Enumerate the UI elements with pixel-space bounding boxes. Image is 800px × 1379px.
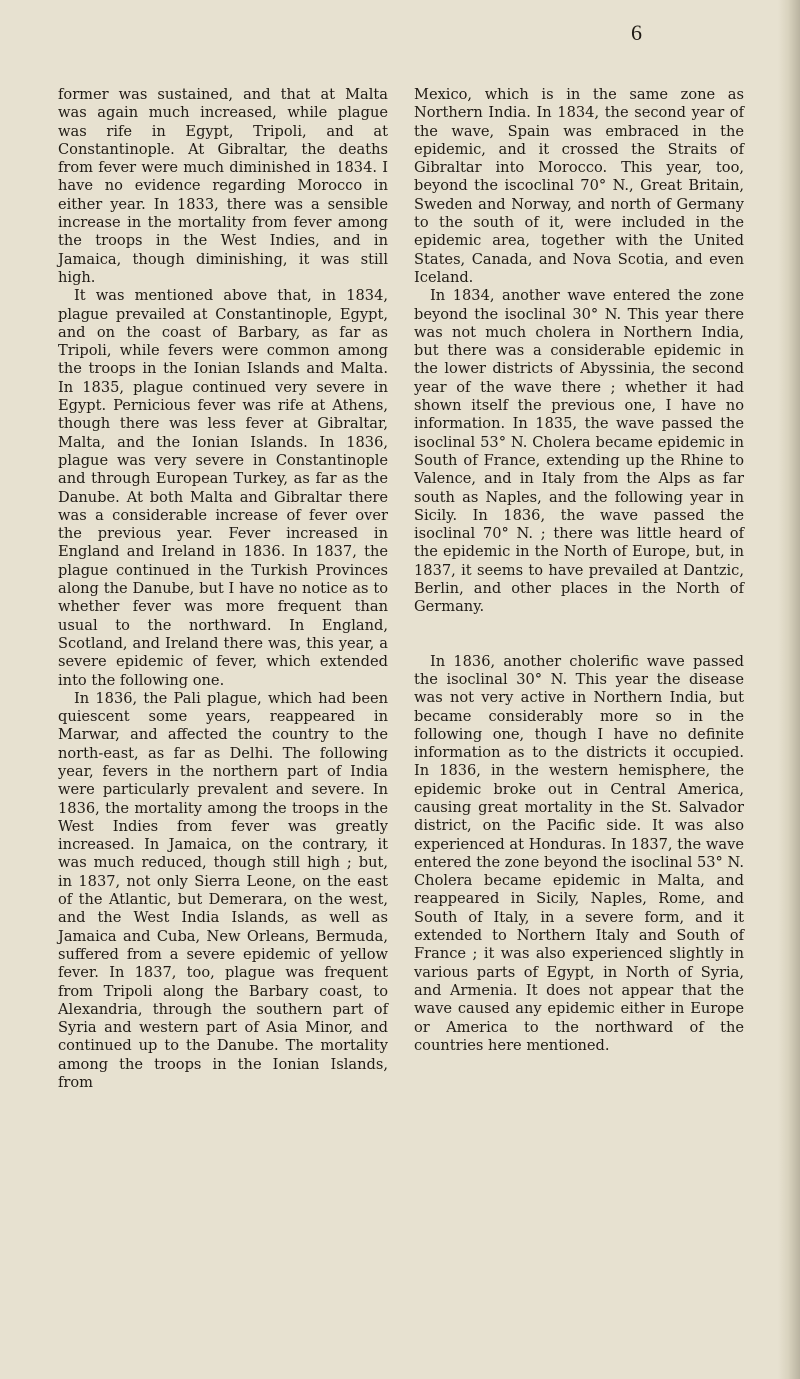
left-paragraph-1: former was sustained, and that at Malta was again much increased, while plague was rife in Egypt, Tripoli, and at Constantinople. At Gibraltar, the deaths from fever were much diminished in 1834. I have no evidence regarding Morocco in either year. In 1833, there was a sensible increase in the mortality from fever among the troops in the West Indies, and in Jamaica, though diminishing, it was still high.	[58, 86, 388, 286]
right-paragraph-2: In 1834, another wave entered the zone beyond the isoclinal 30° N. This year there was not much cholera in Northern India, but there was a considerable epidemic in the lower districts of Abyssinia, the second year of the wave there ; whether it had shown itself the previous one, I have no information. In 1835, the wave passed the isoclinal 53° N. Cholera became epidemic in South of France, extending up the Rhine to Valence, and in Italy from the Alps as far south as Naples, and the following year in Sicily. In 1836, the wave passed the isoclinal 70° N. ; there was little heard of the epidemic in the North of Europe, but, in 1837, it seems to have prevailed at Dantzic, Berlin, and other places in the North of Germany.	[414, 287, 744, 616]
left-paragraph-3: In 1836, the Pali plague, which had been quiescent some years, reappeared in Marwar, and affected the country to the north-east, as far as Delhi. The following year, fevers in the northern part of India were particularly prevalent and severe. In 1836, the mortality among the troops in the West Indies from fever was greatly increased. In Jamaica, on the contrary, it was much reduced, though still high ; but, in 1837, not only Sierra Leone, on the east of the Atlantic, but Demerara, on the west, and the West India Islands, as well as Jamaica and Cuba, New Orleans, Bermuda, suffered from a severe epidemic of yellow fever. In 1837, too, plague was frequent from Tripoli along the Barbary coast, to Alexandria, through the southern part of Syria and western part of Asia Minor, and continued up to the Danube. The mortality among the troops in the Ionian Islands, from	[58, 689, 388, 1092]
page-edge-shadow	[778, 0, 800, 1379]
right-column	[414, 86, 744, 1055]
left-column	[58, 86, 388, 1092]
right-paragraph-1: Mexico, which is in the same zone as Northern India. In 1834, the second year of the wave, Spain was embraced in the epidemic, and it crossed the Straits of Gibraltar into Morocco. This year, too, beyond the iscoclinal 70° N., Great Britain, Sweden and Norway, and north of Germany to the south of it, were included in the epidemic area, together with the United States, Canada, and Nova Scotia, and even Iceland.	[414, 86, 744, 286]
page-number: 6	[631, 20, 643, 45]
right-paragraph-3: In 1836, another cholerific wave passed the isoclinal 30° N. This year the disease was not very active in Northern India, but became considerably more so in the following one, though I have no definite information as to the districts it occupied. In 1836, in the western hemisphere, the epidemic broke out in Central America, causing great mortality in the St. Salvador district, on the Pacific side. It was also experienced at Honduras. In 1837, the wave entered the zone beyond the isoclinal 53° N. Cholera became epidemic in Malta, and reappeared in Sicily, Naples, Rome, and South of Italy, in a severe form, and it extended to Northern Italy and South of France ; it was also experienced slightly in various parts of Egypt, in North of Syria, and Armenia. It does not appear that the wave caused any epidemic either in Europe or America to the northward of the countries here mentioned.	[414, 652, 744, 1054]
left-paragraph-2: It was mentioned above that, in 1834, plague prevailed at Constantinople, Egypt, and on the coast of Barbary, as far as Tripoli, while fevers were common among the troops in the Ionian Islands and Malta. In 1835, plague continued very severe in Egypt. Pernicious fever was rife at Athens, though there was less fever at Gibraltar, Malta, and the Ionian Islands. In 1836, plague was very severe in Constantinople and through European Turkey, as far as the Danube. At both Malta and Gibraltar there was a considerable increase of fever over the previous year. Fever increased in England and Ireland in 1836. In 1837, the plague continued in the Turkish Provinces along the Danube, but I have no notice as to whether fever was more frequent than usual to the northward. In England, Scotland, and Ireland there was, this year, a severe epidemic of fever, which extended into the following one.	[58, 287, 388, 689]
